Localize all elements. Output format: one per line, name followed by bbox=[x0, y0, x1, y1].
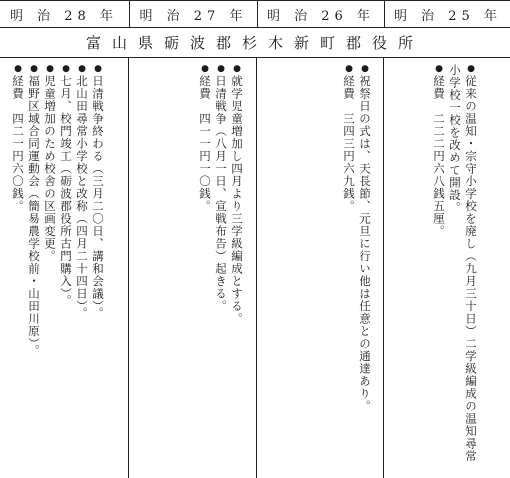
entry-bullet-item: ●経費 三四三円六九銭。 bbox=[342, 64, 356, 213]
entry-bullet-item: ●従来の温知・宗守小学校を廃し（九月三十日）二学級編成の温知尋常小学校一校を改めて開設。 bbox=[448, 64, 478, 463]
entry-bullet-item: ●福野区域合同運動会（簡易農学校前・山田川原）。 bbox=[27, 64, 41, 357]
column-meiji-27 bbox=[197, 64, 245, 464]
header-meiji-28: 明 治 28 年 bbox=[10, 8, 118, 24]
header-meiji-26: 明 治 26 年 bbox=[257, 1, 384, 27]
entry-bullet-item: ●日清戦争（八月一日、宣戦布告）起きる。 bbox=[214, 64, 228, 313]
year-header-row bbox=[0, 0, 510, 28]
entry-bullet-item: ●北山田尋常小学校と改称（四月二十四日）。 bbox=[75, 64, 89, 320]
header-meiji-27: 明 治 27 年 bbox=[129, 1, 257, 27]
office-banner: 富山県砺波郡杉木新町郡役所 bbox=[0, 28, 510, 58]
entry-bullet-item: ●就学児童増加し四月より三学級編成とする。 bbox=[230, 64, 244, 325]
column-meiji-28 bbox=[10, 64, 106, 464]
column-meiji-25 bbox=[431, 64, 479, 464]
column-divider bbox=[128, 58, 129, 478]
column-divider bbox=[383, 58, 384, 478]
entry-bullet-item: ●経費 四一一円一〇銭。 bbox=[198, 64, 212, 213]
entry-bullet-item: ●日清戦争終わる（三月二〇日、講和会議）。 bbox=[91, 64, 105, 320]
entry-bullet-item: ●児童増加のため校舎の区画変更。 bbox=[43, 64, 57, 263]
entry-bullet-item: ●経費 二二二円六八銭五厘。 bbox=[432, 64, 446, 238]
column-meiji-26 bbox=[341, 64, 373, 464]
entry-bullet-item: ●祝祭日の式は、天長節、元旦に行い他は任意との通達あり。 bbox=[358, 64, 372, 413]
header-meiji-25: 明 治 25 年 bbox=[384, 1, 510, 27]
column-divider bbox=[256, 58, 257, 478]
entry-bullet-item: ●経費 四二一円六〇銭。 bbox=[11, 64, 25, 213]
entry-bullet-item: ●七月、校門竣工（砺波郡役所古門購入）。 bbox=[59, 64, 73, 307]
